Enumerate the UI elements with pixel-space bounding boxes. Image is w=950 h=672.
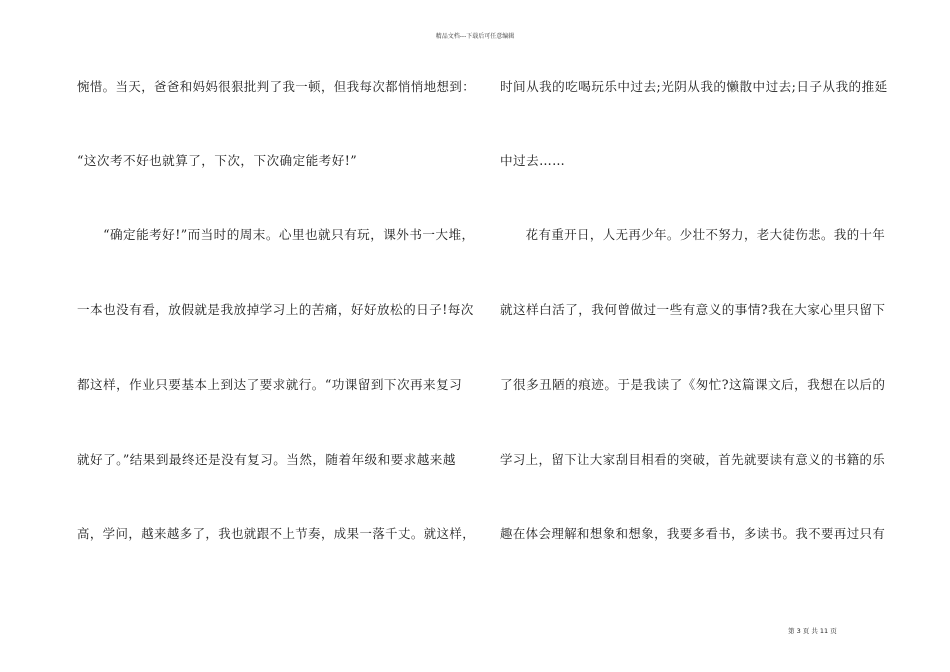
text-line: 中过去…… — [500, 153, 566, 168]
text-line: 趣在体会理解和想象和想象，我要多看书，多读书。我不要再过只有 — [500, 526, 886, 541]
text-line: 时间从我的吃喝玩乐中过去;光阴从我的懒散中过去;日子从我的推延 — [500, 79, 888, 94]
text-line: 就好了。”结果到最终还是没有复习。当然，随着年级和要求越来越 — [77, 452, 456, 467]
text-line: 学习上，留下让大家刮目相看的突破，首先就要读有意义的书籍的乐 — [500, 452, 886, 467]
page-header: 精品文档---下载后可任意编辑 — [435, 33, 515, 40]
text-line: 一本也没有看，放假就是我放掉学习上的苦痛，好好放松的日子!每次 — [77, 302, 474, 317]
text-line: “这次考不好也就算了，下次，下次确定能考好!” — [77, 153, 358, 168]
text-line: 都这样，作业只要基本上到达了要求就行。“功课留到下次再来复习 — [77, 377, 463, 392]
text-line: 花有重开日，人无再少年。少壮不努力，老大徒伤悲。我的十年 — [500, 227, 886, 242]
text-line: 惋惜。当天，爸爸和妈妈很狠批判了我一顿，但我每次都悄悄地想到： — [77, 79, 476, 94]
page-number: 第 3 页 共 11 页 — [788, 627, 837, 635]
text-line: 高，学问，越来越多了，我也就跟不上节奏，成果一落千丈。就这样， — [77, 526, 476, 541]
text-line: 就这样白活了，我何曾做过一些有意义的事情?我在大家心里只留下 — [500, 302, 886, 317]
text-line: “确定能考好!”而当时的周末。心里也就只有玩，课外书一大堆， — [77, 227, 475, 242]
text-line: 了很多丑陋的痕迹。于是我读了《匆忙?这篇课文后，我想在以后的 — [500, 377, 886, 392]
